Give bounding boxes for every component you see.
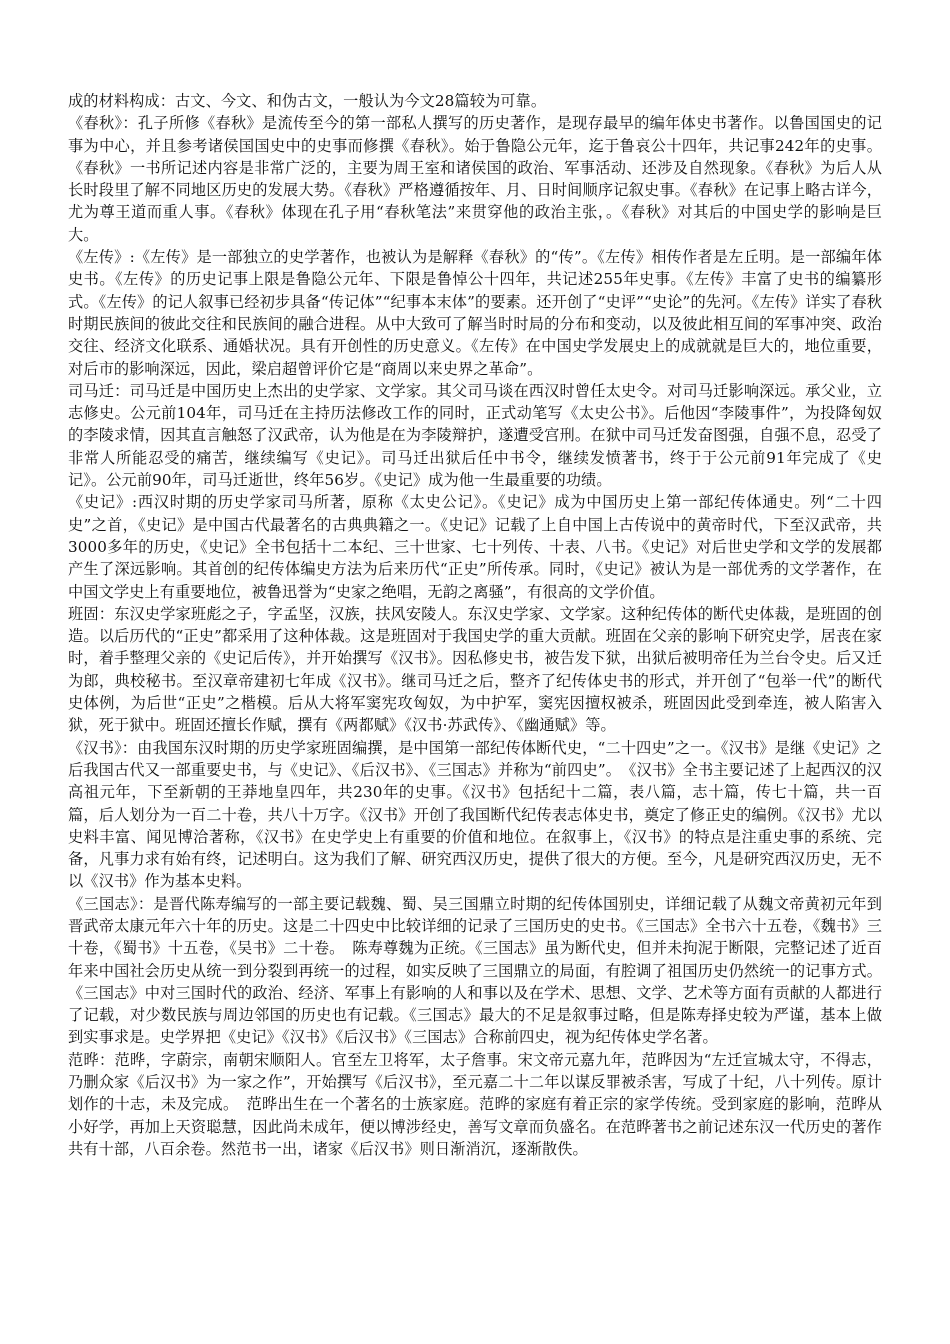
paragraph-hanshu: 《汉书》：由我国东汉时期的历史学家班固编撰，是中国第一部纪传体断代史，“二十四史”之一。《汉书》是继《史记》之后我国古代又一部重要史书，与《史记》、《后汉书》、《三国志》并称为“前四史”。 《汉书》全书主要记述了上起西汉的汉高祖元年，下至新朝的王莽地皇四年，共230年的史事。《汉书》包括纪十二篇，表八篇，志十篇，传七十篇，共一百篇，后人划分为一百二十卷，共八十万字。《汉书》开创了我国断代纪传表志体史书，奠定了修正史的编例。《汉书》尤以史料丰富、闻见博洽著称，《汉书》在史学史上有重要的价值和地位。在叙事上，《汉书》的特点是注重史事的系统、完备，凡事力求有始有终，记述明白。这为我们了解、研究西汉历史，提供了很大的方便。至今，凡是研究西汉历史，无不以《汉书》作为基本史料。	[68, 738, 882, 891]
paragraph-fan-ye: 范晔：范晔，字蔚宗，南朝宋顺阳人。官至左卫将军，太子詹事。宋文帝元嘉九年，范晔因为“左迁宣城太守，不得志，乃删众家《后汉书》为一家之作”，开始撰写《后汉书》，至元嘉二十二年以谋反罪被杀害，写成了十纪，八十列传。原计划作的十志，未及完成。 范晔出生在一个著名的士族家庭。范晔的家庭有着正宗的家学传统。受到家庭的影响，范晔从小好学，再加上天资聪慧，因此尚未成年，便以博涉经史，善写文章而负盛名。在范晔著书之前记述东汉一代历史的著作共有十部，八百余卷。然范书一出，诸家《后汉书》则日渐消沉，逐渐散佚。	[68, 1050, 882, 1158]
paragraph-sima-qian: 司马迁：司马迁是中国历史上杰出的史学家、文学家。其父司马谈在西汉时曾任太史令。对司马迁影响深远。承父业，立志修史。公元前104年，司马迁在主持历法修改工作的同时，正式动笔写《太史公书》。后他因“李陵事件”，为投降匈奴的李陵求情，因其直言触怒了汉武帝，认为他是在为李陵辩护，遂遭受宫刑。在狱中司马迁发奋图强，自强不息，忍受了非常人所能忍受的痛苦，继续编写《史记》。司马迁出狱后任中书令，继续发愤著书，终于于公元前91年完成了《史记》。公元前90年，司马迁逝世，终年56岁。《史记》成为他一生最重要的功绩。	[68, 381, 882, 490]
paragraph-shiji: 《史记》:西汉时期的历史学家司马所著，原称《太史公记》。《史记》成为中国历史上第一部纪传体通史。列“二十四史”之首，《史记》是中国古代最著名的古典典籍之一。《史记》记载了上自中国上古传说中的黄帝时代，下至汉武帝，共3000多年的历史，《史记》全书包括十二本纪、三十世家、七十列传、十表、八书。《史记》对后世史学和文学的发展都产生了深远影响。其首创的纪传体编史方法为后来历代“正史”所传承。同时，《史记》被认为是一部优秀的文学著作，在中国文学史上有重要地位，被鲁迅誉为“史家之绝唱，无韵之离骚”，有很高的文学价值。	[68, 493, 882, 601]
paragraph-zuozhuan: 《左传》:《左传》是一部独立的史学著作，也被认为是解释《春秋》的“传”。《左传》相传作者是左丘明。是一部编年体史书。《左传》的历史记事上限是鲁隐公元年、下限是鲁悼公十四年，共记述255年史事。《左传》丰富了史书的编纂形式。《左传》的记人叙事已经初步具备“传记体”“纪事本末体”的要素。还开创了“史评”“史论”的先河。《左传》详实了春秋时期民族间的彼此交往和民族间的融合进程。从中大致可了解当时时局的分布和变动，以及彼此相互间的军事冲突、政治交往、经济文化联系、通婚状况。具有开创性的历史意义。《左传》在中国史学发展史上的成就就是巨大的，地位重要，对后市的影响深远，因此，梁启超曾评价它是“商周以来史界之革命”。	[68, 248, 882, 378]
paragraph-sanguozhi: 《三国志》：是晋代陈寿编写的一部主要记载魏、蜀、吴三国鼎立时期的纪传体国别史，详细记载了从魏文帝黄初元年到晋武帝太康元年六十年的历史。这是二十四史中比较详细的记录了三国历史的史书。《三国志》全书六十五卷，《魏书》三十卷，《蜀书》十五卷，《吴书》二十卷。 陈寿尊魏为正统。《三国志》虽为断代史，但并未拘泥于断限，完整记述了近百年来中国社会历史从统一到分裂到再统一的过程，如实反映了三国鼎立的局面，有腔调了祖国历史仍然统一的记事方式。《三国志》中对三国时代的政治、经济、军事上有影响的人和事以及在学术、思想、文学、艺术等方面有贡献的人都进行了记载，对少数民族与周边邻国的历史也有记载。《三国志》最大的不足是叙事过略，但是陈寿择史较为严谨，基本上做到实事求是。史学界把《史记》《汉书》《后汉书》《三国志》合称前四史，视为纪传体史学名著。	[68, 894, 882, 1047]
paragraph-ban-gu: 班固：东汉史学家班彪之子，字孟坚，汉族，扶风安陵人。东汉史学家、文学家。这种纪传体的断代史体裁，是班固的创造。以后历代的“正史”都采用了这种体裁。这是班固对于我国史学的重大贡献。班固在父亲的影响下研究史学，居丧在家时，着手整理父亲的《史记后传》，并开始撰写《汉书》。因私修史书，被告发下狱，出狱后被明帝任为兰台令史。后又迁为郎，典校秘书。至汉章帝建初七年成《汉书》。继司马迁之后，整齐了纪传体史书的形式，并开创了“包举一代”的断代史体例，为后世“正史”之楷模。后从大将军窦宪攻匈奴，为中护军，窦宪因擅权被杀，班固因此受到牵连，被人陷害入狱，死于狱中。班固还擅长作赋，撰有《两都赋》《汉书·苏武传》、《幽通赋》等。	[68, 604, 882, 735]
document-page	[68, 90, 882, 1160]
paragraph-shangshu-tail: 成的材料构成：古文、今文、和伪古文，一般认为今文28篇较为可靠。	[68, 92, 547, 110]
paragraph-chunqiu: 《春秋》：孔子所修《春秋》是流传至今的第一部私人撰写的历史著作，是现存最早的编年体史书著作。以鲁国国史的记事为中心，并且参考诸侯国国史中的史事而修撰《春秋》。始于鲁隐公元年，迄于鲁哀公十四年，共记事242年的史事。《春秋》一书所记述内容是非常广泛的，主要为周王室和诸侯国的政治、军事活动、还涉及自然现象。《春秋》为后人从长时段里了解不同地区历史的发展大势。《春秋》严格遵循按年、月、日时间顺序记叙史事。《春秋》在记事上略古详今，尤为尊王道而重人事。《春秋》体现在孔子用“春秋笔法”来贯穿他的政治主张，。《春秋》对其后的中国史学的影响是巨大。	[68, 114, 882, 244]
